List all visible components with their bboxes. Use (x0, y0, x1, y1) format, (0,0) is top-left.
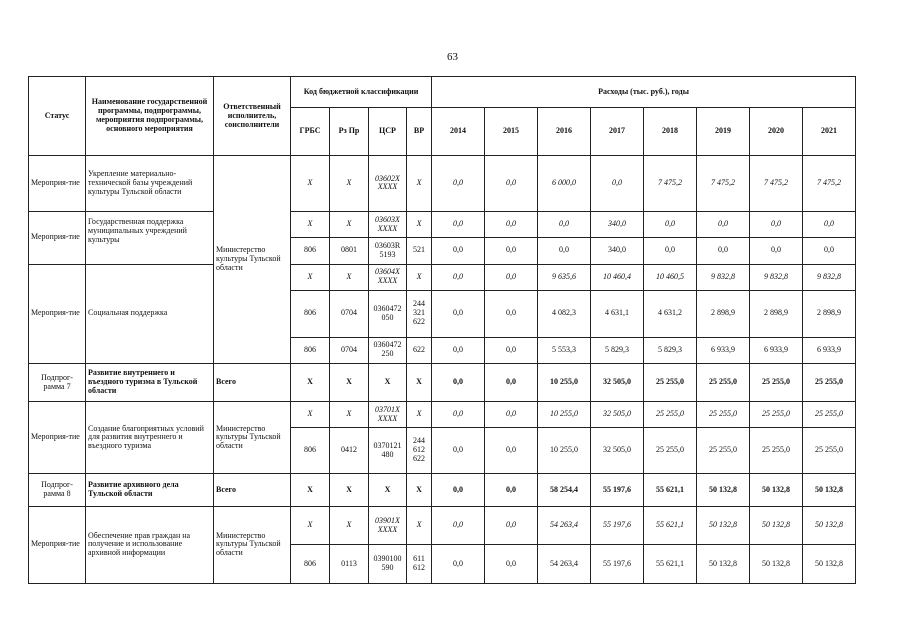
value-cell: 6 933,9 (697, 337, 750, 363)
value-cell: 0,0 (591, 156, 644, 212)
value-cell: 50 132,8 (803, 474, 856, 506)
rzpr-cell: X (330, 211, 369, 237)
grbs-cell: 806 (291, 238, 330, 264)
header-responsible: Ответственный исполнитель, соисполнители (214, 77, 291, 156)
value-cell: 0,0 (697, 211, 750, 237)
header-year: 2020 (750, 108, 803, 156)
table-row (29, 264, 856, 290)
header-year: 2016 (538, 108, 591, 156)
status-cell: Мероприя-тие (29, 211, 86, 264)
header-vr: ВР (407, 108, 432, 156)
value-cell: 2 898,9 (697, 290, 750, 337)
header-grbs: ГРБС (291, 108, 330, 156)
value-cell: 10 460,5 (644, 264, 697, 290)
value-cell: 2 898,9 (750, 290, 803, 337)
value-cell: 0,0 (803, 238, 856, 264)
value-cell: 2 898,9 (803, 290, 856, 337)
value-cell: 0,0 (432, 427, 485, 474)
value-cell: 54 263,4 (538, 506, 591, 545)
status-cell: Подпрог-рамма 7 (29, 363, 86, 402)
value-cell: 0,0 (485, 363, 538, 402)
value-cell: 9 832,8 (697, 264, 750, 290)
value-cell: 25 255,0 (697, 427, 750, 474)
value-cell: 0,0 (432, 402, 485, 427)
csr-cell: X (369, 363, 407, 402)
value-cell: 4 631,2 (644, 290, 697, 337)
value-cell: 50 132,8 (803, 545, 856, 584)
value-cell: 0,0 (485, 545, 538, 584)
table-row (29, 402, 856, 427)
value-cell: 9 832,8 (803, 264, 856, 290)
header-status: Статус (29, 77, 86, 156)
status-cell: Мероприя-тие (29, 156, 86, 212)
page-number: 63 (447, 51, 458, 63)
responsible-cell: Министерство культуры Тульской области (214, 402, 291, 474)
grbs-cell: 806 (291, 337, 330, 363)
value-cell: 4 082,3 (538, 290, 591, 337)
value-cell: 55 197,6 (591, 506, 644, 545)
value-cell: 0,0 (485, 264, 538, 290)
rzpr-cell: 0412 (330, 427, 369, 474)
vr-cell: 244 321 622 (407, 290, 432, 337)
value-cell: 6 933,9 (750, 337, 803, 363)
header-year: 2014 (432, 108, 485, 156)
csr-cell: 03701X XXXX (369, 402, 407, 427)
csr-cell: 03602X XXXX (369, 156, 407, 212)
name-cell: Укрепление материально-технической базы учреждений культуры Тульской области (86, 156, 214, 212)
header-expenses: Расходы (тыс. руб.), годы (432, 77, 856, 108)
vr-cell: X (407, 264, 432, 290)
value-cell: 50 132,8 (750, 545, 803, 584)
rzpr-cell: 0113 (330, 545, 369, 584)
value-cell: 0,0 (485, 427, 538, 474)
name-cell: Создание благоприятных условий для развития внутреннего и въездного туризма (86, 402, 214, 474)
value-cell: 50 132,8 (697, 545, 750, 584)
value-cell: 0,0 (432, 238, 485, 264)
responsible-cell: Всего (214, 474, 291, 506)
table-row (29, 474, 856, 506)
grbs-cell: 806 (291, 290, 330, 337)
value-cell: 0,0 (485, 290, 538, 337)
csr-cell: X (369, 474, 407, 506)
grbs-cell: X (291, 156, 330, 212)
header-csr: ЦСР (369, 108, 407, 156)
responsible-cell: Министерство культуры Тульской области (214, 156, 291, 364)
rzpr-cell: X (330, 506, 369, 545)
vr-cell: 521 (407, 238, 432, 264)
value-cell: 0,0 (803, 211, 856, 237)
value-cell: 25 255,0 (750, 363, 803, 402)
grbs-cell: X (291, 211, 330, 237)
grbs-cell: X (291, 474, 330, 506)
header-year: 2019 (697, 108, 750, 156)
value-cell: 25 255,0 (644, 363, 697, 402)
value-cell: 0,0 (432, 264, 485, 290)
value-cell: 7 475,2 (750, 156, 803, 212)
name-cell: Обеспечение прав граждан на получение и использование архивной информации (86, 506, 214, 583)
header-year: 2021 (803, 108, 856, 156)
grbs-cell: X (291, 363, 330, 402)
value-cell: 5 829,3 (591, 337, 644, 363)
status-cell: Мероприя-тие (29, 402, 86, 474)
value-cell: 6 933,9 (803, 337, 856, 363)
status-cell: Мероприя-тие (29, 506, 86, 583)
csr-cell: 0370121 480 (369, 427, 407, 474)
value-cell: 0,0 (697, 238, 750, 264)
csr-cell: 03603X XXXX (369, 211, 407, 237)
csr-cell: 03603R 5193 (369, 238, 407, 264)
rzpr-cell: X (330, 156, 369, 212)
value-cell: 10 460,4 (591, 264, 644, 290)
value-cell: 0,0 (485, 474, 538, 506)
vr-cell: X (407, 402, 432, 427)
rzpr-cell: X (330, 402, 369, 427)
value-cell: 10 255,0 (538, 363, 591, 402)
vr-cell: X (407, 363, 432, 402)
value-cell: 7 475,2 (803, 156, 856, 212)
table-row (29, 363, 856, 402)
value-cell: 25 255,0 (644, 427, 697, 474)
header-name: Наименование государственной программы, подпрограммы, мероприятия подпрограммы, основного мероприятия (86, 77, 214, 156)
value-cell: 5 553,3 (538, 337, 591, 363)
value-cell: 0,0 (432, 290, 485, 337)
value-cell: 10 255,0 (538, 427, 591, 474)
value-cell: 50 132,8 (803, 506, 856, 545)
table-row (29, 156, 856, 212)
header-year: 2018 (644, 108, 697, 156)
name-cell: Развитие внутреннего и въездного туризма в Тульской области (86, 363, 214, 402)
value-cell: 58 254,4 (538, 474, 591, 506)
value-cell: 0,0 (644, 238, 697, 264)
value-cell: 55 197,6 (591, 545, 644, 584)
vr-cell: X (407, 474, 432, 506)
value-cell: 25 255,0 (803, 427, 856, 474)
value-cell: 0,0 (485, 337, 538, 363)
vr-cell: 611 612 (407, 545, 432, 584)
value-cell: 25 255,0 (803, 363, 856, 402)
grbs-cell: X (291, 506, 330, 545)
vr-cell: 622 (407, 337, 432, 363)
value-cell: 0,0 (432, 506, 485, 545)
value-cell: 50 132,8 (697, 474, 750, 506)
status-cell: Мероприя-тие (29, 264, 86, 363)
header-year: 2017 (591, 108, 644, 156)
value-cell: 0,0 (750, 238, 803, 264)
name-cell: Государственная поддержка муниципальных учреждений культуры (86, 211, 214, 264)
name-cell: Развитие архивного дела Тульской области (86, 474, 214, 506)
value-cell: 55 621,1 (644, 474, 697, 506)
value-cell: 5 829,3 (644, 337, 697, 363)
value-cell: 0,0 (485, 506, 538, 545)
header-year: 2015 (485, 108, 538, 156)
value-cell: 25 255,0 (803, 402, 856, 427)
value-cell: 0,0 (432, 545, 485, 584)
value-cell: 0,0 (644, 211, 697, 237)
csr-cell: 0360472 050 (369, 290, 407, 337)
value-cell: 0,0 (750, 211, 803, 237)
value-cell: 0,0 (485, 238, 538, 264)
value-cell: 55 621,1 (644, 506, 697, 545)
value-cell: 0,0 (538, 238, 591, 264)
value-cell: 0,0 (485, 156, 538, 212)
rzpr-cell: X (330, 474, 369, 506)
vr-cell: X (407, 156, 432, 212)
vr-cell: X (407, 506, 432, 545)
header-rzpr: Рз Пр (330, 108, 369, 156)
value-cell: 25 255,0 (750, 427, 803, 474)
value-cell: 0,0 (538, 211, 591, 237)
grbs-cell: X (291, 402, 330, 427)
value-cell: 55 197,6 (591, 474, 644, 506)
csr-cell: 0390100 590 (369, 545, 407, 584)
vr-cell: X (407, 211, 432, 237)
grbs-cell: X (291, 264, 330, 290)
rzpr-cell: 0801 (330, 238, 369, 264)
value-cell: 25 255,0 (697, 363, 750, 402)
value-cell: 32 505,0 (591, 402, 644, 427)
value-cell: 0,0 (432, 156, 485, 212)
value-cell: 340,0 (591, 238, 644, 264)
grbs-cell: 806 (291, 545, 330, 584)
value-cell: 0,0 (432, 337, 485, 363)
value-cell: 50 132,8 (750, 506, 803, 545)
status-cell: Подпрог-рамма 8 (29, 474, 86, 506)
value-cell: 32 505,0 (591, 363, 644, 402)
budget-table (28, 76, 856, 584)
value-cell: 0,0 (485, 211, 538, 237)
table-row (29, 506, 856, 545)
csr-cell: 03901X XXXX (369, 506, 407, 545)
value-cell: 25 255,0 (697, 402, 750, 427)
csr-cell: 03604X XXXX (369, 264, 407, 290)
value-cell: 10 255,0 (538, 402, 591, 427)
value-cell: 0,0 (485, 402, 538, 427)
rzpr-cell: 0704 (330, 337, 369, 363)
value-cell: 9 635,6 (538, 264, 591, 290)
value-cell: 0,0 (432, 474, 485, 506)
value-cell: 25 255,0 (750, 402, 803, 427)
name-cell: Социальная поддержка (86, 264, 214, 363)
value-cell: 32 505,0 (591, 427, 644, 474)
rzpr-cell: X (330, 264, 369, 290)
value-cell: 0,0 (432, 363, 485, 402)
responsible-cell: Министерство культуры Тульской области (214, 506, 291, 583)
vr-cell: 244 612 622 (407, 427, 432, 474)
value-cell: 54 263,4 (538, 545, 591, 584)
value-cell: 9 832,8 (750, 264, 803, 290)
csr-cell: 0360472 250 (369, 337, 407, 363)
value-cell: 4 631,1 (591, 290, 644, 337)
rzpr-cell: X (330, 363, 369, 402)
grbs-cell: 806 (291, 427, 330, 474)
value-cell: 340,0 (591, 211, 644, 237)
value-cell: 0,0 (432, 211, 485, 237)
value-cell: 25 255,0 (644, 402, 697, 427)
responsible-cell: Всего (214, 363, 291, 402)
value-cell: 7 475,2 (644, 156, 697, 212)
value-cell: 6 000,0 (538, 156, 591, 212)
value-cell: 50 132,8 (750, 474, 803, 506)
rzpr-cell: 0704 (330, 290, 369, 337)
table-row (29, 211, 856, 237)
value-cell: 55 621,1 (644, 545, 697, 584)
value-cell: 7 475,2 (697, 156, 750, 212)
value-cell: 50 132,8 (697, 506, 750, 545)
header-budget-code: Код бюджетной классификации (291, 77, 432, 108)
